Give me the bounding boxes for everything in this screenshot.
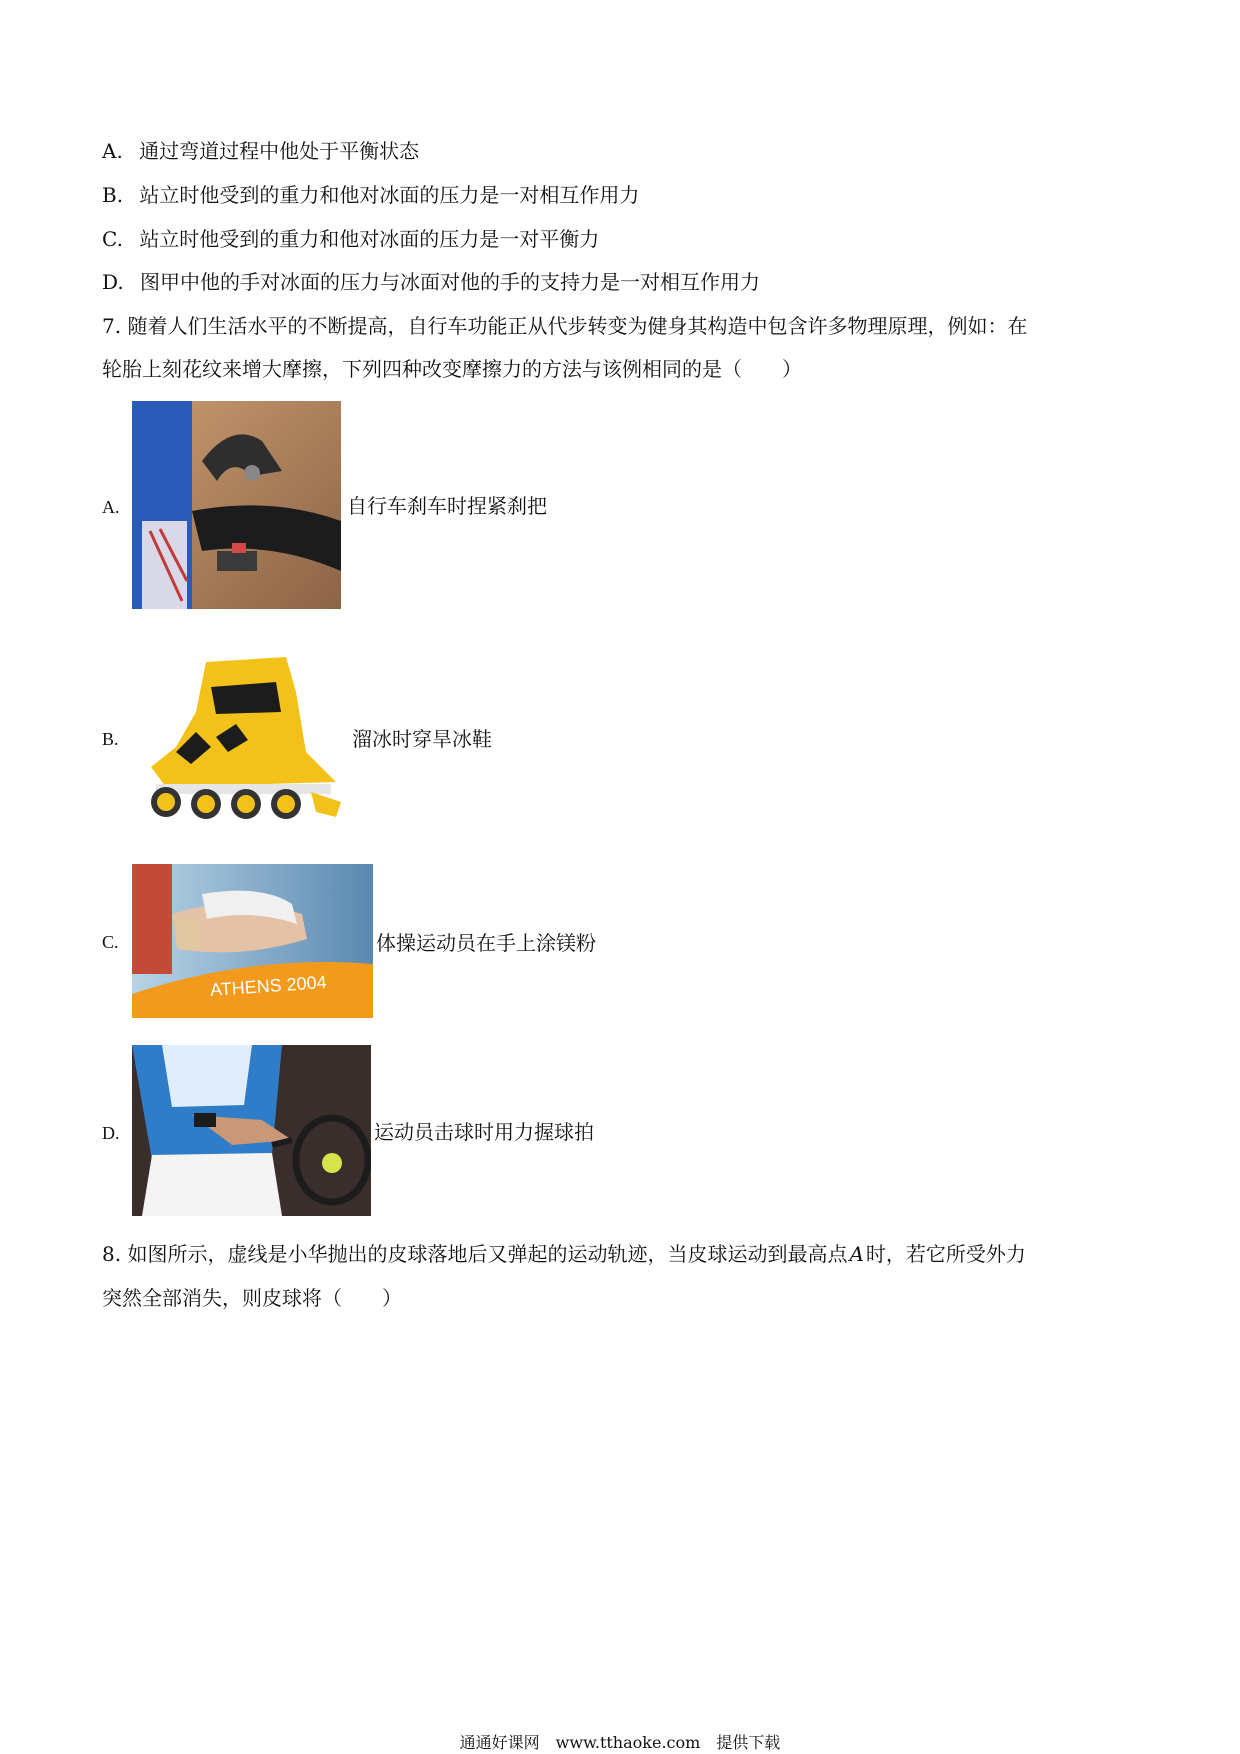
- inline-skate-photo: [136, 652, 346, 828]
- bicycle-brake-photo: [132, 401, 341, 609]
- option-letter: B.: [102, 183, 124, 207]
- page-footer: 通通好课网 www.tthaoke.com 提供下载: [459, 1733, 781, 1752]
- q7-stem-line1: 7. 随着人们生活水平的不断提高，自行车功能正从代步转变为健身其构造中包含许多物理原理，例如：在: [102, 314, 1028, 338]
- q7-option-b-letter: B.: [102, 729, 119, 749]
- q7-option-b-caption: 溜冰时穿旱冰鞋: [352, 727, 492, 751]
- q8-stem-text: 8. 如图所示，虚线是小华抛出的皮球落地后又弹起的运动轨迹，当皮球运动到最高点: [102, 1242, 848, 1266]
- q7-option-a-caption: 自行车刹车时捏紧刹把: [347, 494, 547, 518]
- q7-option-c-caption: 体操运动员在手上涂镁粉: [376, 931, 596, 955]
- q6-option-c: [102, 227, 599, 251]
- photo-athens-text: ATHENS 2004: [209, 971, 328, 1001]
- option-text: 图甲中他的手对冰面的压力与冰面对他的手的支持力是一对相互作用力: [140, 270, 761, 294]
- q8-stem-line1: [102, 1242, 1026, 1266]
- q6-option-d: [102, 270, 760, 294]
- q7-stem-line2: 轮胎上刻花纹来增大摩擦，下列四种改变摩擦力的方法与该例相同的是（ ）: [102, 357, 802, 381]
- q6-option-b: [102, 183, 639, 207]
- q8-stem-line2: 突然全部消失，则皮球将（ ）: [102, 1286, 402, 1310]
- gymnast-chalk-photo: [132, 864, 373, 1018]
- option-text: 站立时他受到的重力和他对冰面的压力是一对相互作用力: [139, 183, 640, 207]
- q7-option-a-letter: A.: [102, 497, 120, 517]
- option-letter: C.: [102, 227, 123, 251]
- tennis-player-photo: [132, 1045, 371, 1216]
- point-a-label: A: [849, 1242, 864, 1266]
- q7-option-c-letter: C.: [102, 932, 119, 952]
- option-text: 站立时他受到的重力和他对冰面的压力是一对平衡力: [139, 227, 600, 251]
- q6-option-a: [102, 139, 419, 163]
- q8-stem-text-cont: 时，若它所受外力: [865, 1242, 1026, 1266]
- option-letter: D.: [102, 270, 124, 294]
- option-letter: A.: [102, 139, 123, 163]
- q7-option-d-caption: 运动员击球时用力握球拍: [374, 1120, 594, 1144]
- option-text: 通过弯道过程中他处于平衡状态: [139, 139, 420, 163]
- q7-option-d-letter: D.: [102, 1123, 120, 1143]
